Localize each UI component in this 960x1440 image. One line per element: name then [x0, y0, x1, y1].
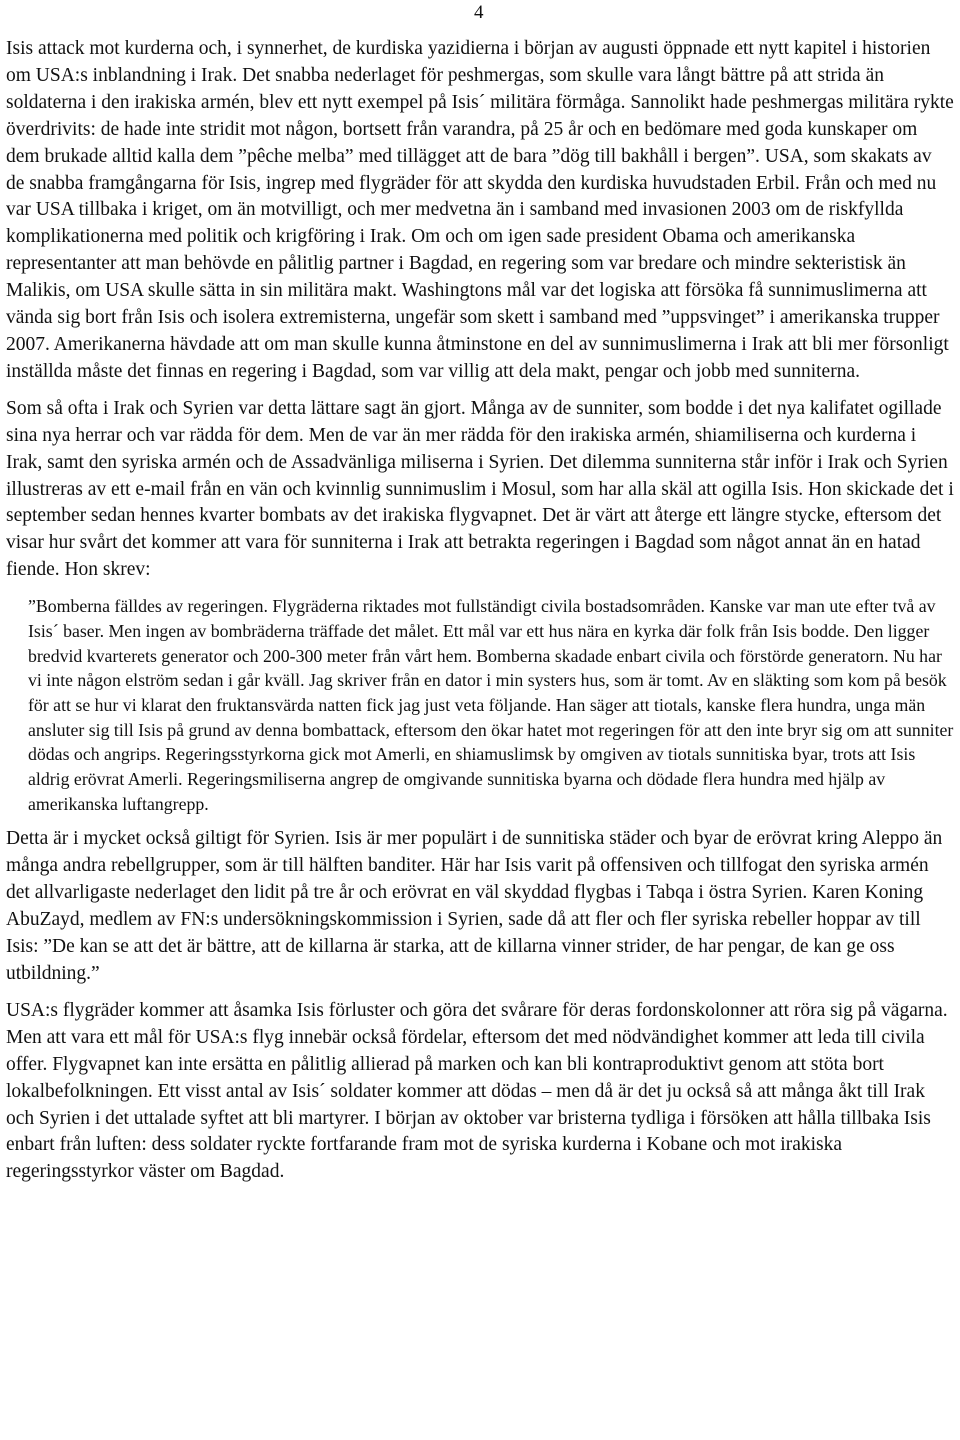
paragraph-3: Detta är i mycket också giltigt för Syrien. Isis är mer populärt i de sunnitiska städer och byar de erövrat kring Aleppo än många andra rebellgrupper, som är till hälften banditer. Här har Isis varit på offensiven och tillfogat den syriska armén det allvarligaste nederlaget den lidit på tre år och erövrat en väl skyddad flygbas i Tabqa i östra Syrien. Karen Koning AbuZayd, medlem av FN:s undersökningskommission i Syrien, sade då att fler och fler syriska rebeller hoppar av till Isis: ”De kan se att det är bättre, att de killarna är starka, att de killarna vinner strider, de har pengar, de kan ge oss utbildning.”: [6, 828, 943, 984]
page-number: 4: [474, 2, 484, 23]
document-body: [6, 36, 954, 1186]
paragraph-4: USA:s flygräder kommer att åsamka Isis förluster och göra det svårare för deras fordonskolonner att röra sig på vägarna. Men att vara ett mål för USA:s flyg innebär också fördelar, eftersom det med nödvändighet kommer att leda till civila offer. Flygvapnet kan inte ersätta en pålitlig allierad på marken och kan bli kontraproduktivt genom att stöta bort lokalbefolkningen. Ett visst antal av Isis´ soldater kommer att dödas – men då är det ju också så att många åkt till Irak och Syrien i det uttalade syftet att bli martyrer. I början av oktober var bristerna tydliga i försöken att hålla tillbaka Isis enbart från luften: dess soldater ryckte fortfarande fram mot de syriska kurderna i Kobane och mot irakiska regeringsstyrkor väster om Bagdad.: [6, 999, 948, 1183]
paragraph-2: Som så ofta i Irak och Syrien var detta lättare sagt än gjort. Många av de sunniter, som bodde i det nya kalifatet ogillade sina nya herrar och var rädda för dem. Men de var än mer rädda för den irakiska armén, shiamiliserna och kurderna i Irak, samt den syriska armén och de Assadvänliga miliserna i Syrien. Det dilemma sunniterna står inför i Irak och Syrien illustreras av ett e-mail från en vän och kvinnlig sunnimuslim i Mosul, som har alla skäl att ogilla Isis. Hon skickade det i september sedan hennes kvarter bombats av det irakiska flygvapnet. Det är värt att återge ett längre stycke, eftersom det visar hur svårt det kommer att vara för sunniterna i Irak att betrakta regeringen i Bagdad som något annat än en hatad fiende. Hon skrev:: [6, 397, 954, 581]
paragraph-1: Isis attack mot kurderna och, i synnerhet, de kurdiska yazidierna i början av augusti öppnade ett nytt kapitel i historien om USA:s inblandning i Irak. Det snabba nederlaget för peshmergas, som skulle vara långt bättre på att strida än soldaterna i den irakiska armén, blev ett nytt exempel på Isis´ militära förmåga. Sannolikt hade peshmergas militära rykte överdrivits: de hade inte stridit mot någon, bortsett från varandra, på 25 år och en bedömare med goda kunskaper om dem brukade alltid kalla dem ”pêche melba” med tillägget att de bara ”dög till bakhåll i bergen”. USA, som skakats av de snabba framgångarna för Isis, ingrep med flygräder för att skydda den kurdiska huvudstaden Erbil. Från och med nu var USA tillbaka i kriget, om än motvilligt, och mer medvetna än i samband med invasionen 2003 om de riskfyllda komplikationerna med politik och krigföring i Irak. Om och om igen sade president Obama och amerikanska representanter att man behövde en pålitlig partner i Bagdad, en regering som var bredare och mindre sekteristisk än Malikis, om USA skulle sätta in sin militära makt. Washingtons mål var det logiska att försöka få sunnimuslimerna att vända sig bort från Isis och isolera extremisterna, ungefär som skett i samband med ”uppsvinget” i amerikanska trupper 2007. Amerikanerna hävdade att om man skulle kunna åtminstone en del av sunnimuslimerna i Irak att bli mer försonligt inställda måste det finnas en regering i Bagdad, som var villig att dela makt, pengar och jobb med sunniterna.: [6, 38, 954, 382]
block-quote: ”Bomberna fälldes av regeringen. Flygräderna riktades mot fullständigt civila bostadsområden. Kanske var man ute efter två av Isis´ baser. Men ingen av bombräderna träffade det målet. Ett mål var ett hus nära en kyrka där folk från Isis bodde. Den ligger bredvid kvarterets generator och 200-300 meter från vårt hem. Bomberna skadade enbart civila och förstörde generatorn. Nu har vi inte någon elström sedan i går kväll. Jag skriver från en dator i min systers hus, som är tomt. Av en släkting som kom på besök för att se hur vi klarat den fruktansvärda natten fick jag just veta följande. Han säger att tiotals, kanske flera hundra, unga män ansluter sig till Isis på grund av denna bombattack, eftersom den ökar hatet mot regeringen för att den inte bryr sig om att sunniter dödas och angrips. Regeringsstyrkorna gick mot Amerli, en shiamuslimsk by omgiven av tiotals sunnitiska byar, trots att Isis aldrig erövrat Amerli. Regeringsmiliserna angrep de omgivande sunnitiska byarna och dödade flera hundra med hjälp av amerikanska luftangrepp.: [28, 596, 954, 814]
